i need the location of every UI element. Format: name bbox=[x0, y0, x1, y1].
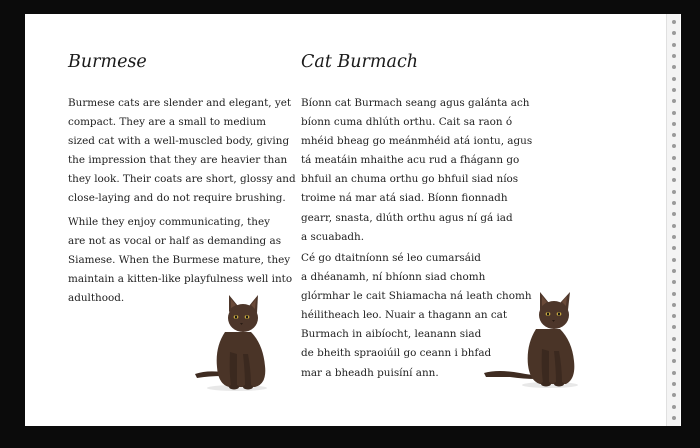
text-line: While they enjoy communicating, they bbox=[68, 216, 270, 228]
text-line: bhfuil an chuma orthu go bhfuil siad níos bbox=[301, 173, 519, 186]
text-line: Cé go dtaitníonn sé leo cumarsáid bbox=[301, 252, 481, 264]
text-line: héilitheach leo. Nuair a thagann an cat bbox=[301, 309, 508, 322]
text-line: a scuabadh. bbox=[301, 230, 365, 243]
text-line: Siamese. When the Burmese mature, they bbox=[68, 254, 291, 267]
text-line: sized cat with a well-muscled body, giving bbox=[68, 135, 290, 148]
text-line: tá meatáin mhaithe acu rud a fhágann go bbox=[301, 154, 520, 167]
book-page bbox=[25, 14, 681, 426]
edge-perforation bbox=[669, 20, 679, 420]
text-line: close-laying and do not require brushing. bbox=[68, 192, 286, 205]
text-line: maintain a kitten-like playfulness well into bbox=[68, 273, 293, 286]
card-edge-strip bbox=[666, 14, 680, 426]
text-line: they look. Their coats are short, glossy and bbox=[68, 173, 296, 186]
text-line: Burmese cats are slender and elegant, yet bbox=[68, 97, 292, 109]
text-line: mhéid bheag go meánmhéid atá iontu, agus bbox=[301, 135, 533, 148]
text-line: Bíonn cat Burmach seang agus galánta ach bbox=[301, 97, 530, 109]
text-line: glórmhar le cait Shiamacha ná leath chomh bbox=[301, 290, 532, 303]
text-line: gearr, snasta, dlúth orthu agus ní gá iad bbox=[301, 211, 513, 224]
text-line: adulthood. bbox=[68, 292, 125, 305]
irish-paragraph-1 bbox=[301, 94, 532, 247]
text-line: compact. They are a small to medium bbox=[68, 116, 267, 129]
text-line: bíonn cuma dhlúth orthu. Cait sa raon ó bbox=[301, 116, 513, 129]
cat-image-2 bbox=[480, 289, 582, 389]
text-line: troime ná mar atá siad. Bíonn fionnadh bbox=[301, 192, 508, 205]
english-title: Burmese bbox=[68, 52, 147, 72]
english-paragraph-1 bbox=[68, 94, 296, 209]
text-line: are not as vocal or half as demanding as bbox=[68, 235, 282, 248]
text-line: the impression that they are heavier than bbox=[68, 154, 288, 167]
cat-image-1 bbox=[185, 292, 275, 392]
text-line: a dhéanamh, ní bhíonn siad chomh bbox=[301, 271, 486, 284]
text-line: mar a bheadh puisíní ann. bbox=[301, 366, 439, 379]
irish-title: Cat Burmach bbox=[301, 52, 419, 72]
text-line: Burmach in aibíocht, leanann siad bbox=[301, 328, 482, 341]
text-line: de bheith spraoiúil go ceann i bhfad bbox=[301, 347, 492, 360]
